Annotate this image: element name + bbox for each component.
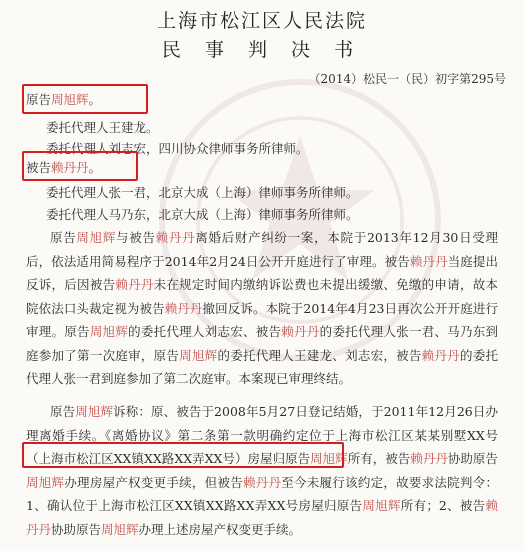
plaintiff-end: 。 — [88, 92, 102, 107]
paragraph-text: 的委托代理人张一君到庭参加了第二次庭审。本案现已审理终结。 — [26, 347, 498, 386]
party-name: 赖丹丹 — [409, 253, 448, 269]
case-number: （2014）松民一（民）初字第295号 — [308, 72, 506, 86]
paragraph-text: 离婚后财产纠纷一案，本院于2013年12月30日受理后，依法适用简易程序于2014年2月24日公开开庭进行了审理。被告 — [26, 230, 498, 269]
party-name: 周旭辉 — [310, 451, 348, 466]
party-name: 赖丹丹 — [421, 347, 460, 363]
party-name: 赖丹丹 — [26, 498, 498, 537]
paragraph-text: 所有；2、被告 — [400, 498, 486, 513]
defendant-line — [26, 160, 101, 176]
paragraph-text: 办理上述房屋产权变更手续。 — [138, 521, 302, 537]
paragraph-text: 未在规定时间内缴纳诉讼费也未提出缓缴、免缴的申请，故本院依法口头裁定视为被告 — [26, 277, 498, 316]
paragraph-text: 原告 — [50, 230, 77, 245]
paragraph-text: 与被告 — [116, 230, 156, 245]
party-name: 赖丹丹 — [410, 451, 448, 466]
paragraph-text: 当庭提出反诉，后因被告 — [26, 253, 498, 292]
paragraph-text: 的委托代理人王建龙、刘志宏，被告 — [217, 347, 422, 363]
paragraph-text: 协助原告 — [51, 521, 102, 537]
paragraph-text: 协助原告 — [447, 451, 498, 466]
defendant-agent-2: 委托代理人马乃东，北京大成（上海）律师事务所律师。 — [46, 207, 359, 222]
court-name: 上海市松江区人民法院 — [156, 10, 367, 32]
party-name: 周旭辉 — [75, 404, 114, 419]
plaintiff-name: 周旭辉 — [51, 92, 89, 107]
plaintiff-agent-1: 委托代理人王建龙。 — [46, 120, 159, 135]
defendant-label: 被告 — [26, 160, 52, 175]
procedure-paragraph — [26, 226, 498, 391]
paragraph-text: 归原告 — [272, 451, 311, 466]
party-name: 周旭辉 — [101, 521, 139, 537]
paragraph-text: 至今未履行该约定，故要求法院判令：1、确认位于上海市松江区XX镇XX路XX弄XX号房屋归原告 — [26, 474, 498, 513]
document-title: 民 事 判 决 书 — [161, 39, 363, 61]
party-name: 周旭辉 — [362, 498, 401, 513]
party-name: 周旭辉 — [76, 230, 117, 245]
defendant-end: 。 — [88, 160, 102, 175]
defendant-agent-1: 委托代理人张一君，北京大成（上海）律师事务所律师。 — [46, 185, 359, 200]
party-name: 周旭辉 — [89, 324, 129, 339]
paragraph-text: 的委托代理人张一君、马乃东到庭参加了第一次庭审，原告 — [26, 324, 498, 363]
party-name: 赖丹丹 — [242, 474, 282, 490]
claim-paragraph — [26, 400, 498, 541]
paragraph-text: 办理房屋产权变更手续，但被告 — [64, 474, 243, 490]
defendant-name: 赖丹丹 — [51, 160, 89, 175]
paragraph-text: 撤回反诉。本院于2014年4月23日再次公开开庭进行审理。原告 — [26, 300, 498, 339]
party-name: 周旭辉 — [179, 347, 218, 363]
paragraph-text: 所有，被告 — [347, 451, 411, 466]
party-name: 赖丹丹 — [164, 300, 203, 316]
paragraph-text: 的委托代理人刘志宏、被告 — [128, 324, 282, 339]
paragraph-text: 原告 — [50, 404, 76, 419]
plaintiff-line — [26, 92, 101, 108]
party-name: 赖丹丹 — [155, 230, 196, 245]
plaintiff-agent-2: 委托代理人刘志宏，四川协众律师事务所律师。 — [46, 141, 309, 156]
party-name: 周旭辉 — [26, 474, 65, 490]
party-name: 赖丹丹 — [281, 324, 320, 339]
plaintiff-label: 原告 — [26, 92, 52, 107]
paragraph-text: 诉称：原、被告于2008年5月27日登记结婚，于2011年12月26日办理离婚手续。《离婚协议》第二条第一款明确约定位于上海市松江区某某别墅XX号（上海市松江区XX镇XX路XX弄XX号）房屋 — [26, 404, 498, 466]
party-name: 赖丹丹 — [115, 277, 154, 292]
